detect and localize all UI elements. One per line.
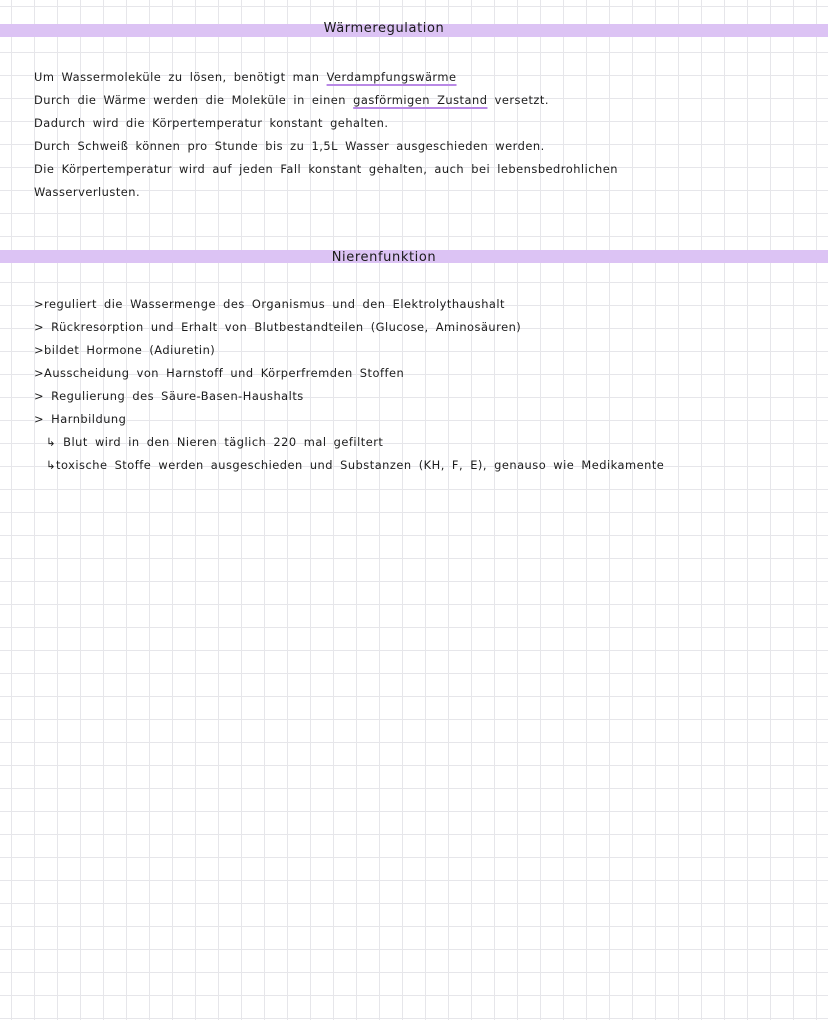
line-text: Durch Schweiß können pro Stunde bis zu 1,5L Wasser ausgeschieden werden. bbox=[34, 139, 545, 153]
text-line bbox=[34, 66, 618, 89]
text-line bbox=[34, 135, 618, 158]
text-line bbox=[34, 89, 618, 112]
list-item: >Ausscheidung von Harnstoff und Körperfremden Stoffen bbox=[34, 366, 405, 380]
line-text: versetzt. bbox=[487, 93, 549, 107]
list-item: >bildet Hormone (Adiuretin) bbox=[34, 343, 216, 357]
line-text: Um Wassermoleküle zu lösen, benötigt man bbox=[34, 70, 327, 84]
waermeregulation-paragraph bbox=[34, 66, 618, 204]
text-line bbox=[34, 158, 618, 181]
line-text: Durch die Wärme werden die Moleküle in einen bbox=[34, 93, 354, 107]
highlighted-term: gasförmigen Zustand bbox=[353, 93, 488, 107]
list-item: > Regulierung des Säure-Basen-Haushalts bbox=[34, 389, 304, 403]
list-item: > Rückresorption und Erhalt von Blutbestandteilen (Glucose, Aminosäuren) bbox=[34, 320, 522, 334]
text-line bbox=[34, 112, 618, 135]
highlighted-term: Verdampfungswärme bbox=[326, 70, 457, 84]
text-line bbox=[34, 181, 618, 204]
line-text: Die Körpertemperatur wird auf jeden Fall konstant gehalten, auch bei lebensbedrohlichen bbox=[34, 162, 618, 176]
list-item: >reguliert die Wassermenge des Organismus und den Elektrolythaushalt bbox=[34, 297, 506, 311]
nierenfunktion-list bbox=[34, 293, 664, 477]
list-subitem: ↳ Blut wird in den Nieren täglich 220 mal gefiltert bbox=[46, 435, 384, 449]
list-item: > Harnbildung bbox=[34, 412, 127, 426]
list-subitem: ↳toxische Stoffe werden ausgeschieden und Substanzen (KH, F, E), genauso wie Medikamente bbox=[46, 458, 665, 472]
line-text: Dadurch wird die Körpertemperatur konstant gehalten. bbox=[34, 116, 389, 130]
line-text: Wasserverlusten. bbox=[34, 185, 141, 199]
section-title-waermeregulation: Wärmeregulation bbox=[323, 21, 445, 36]
section-title-nierenfunktion: Nierenfunktion bbox=[331, 250, 437, 265]
